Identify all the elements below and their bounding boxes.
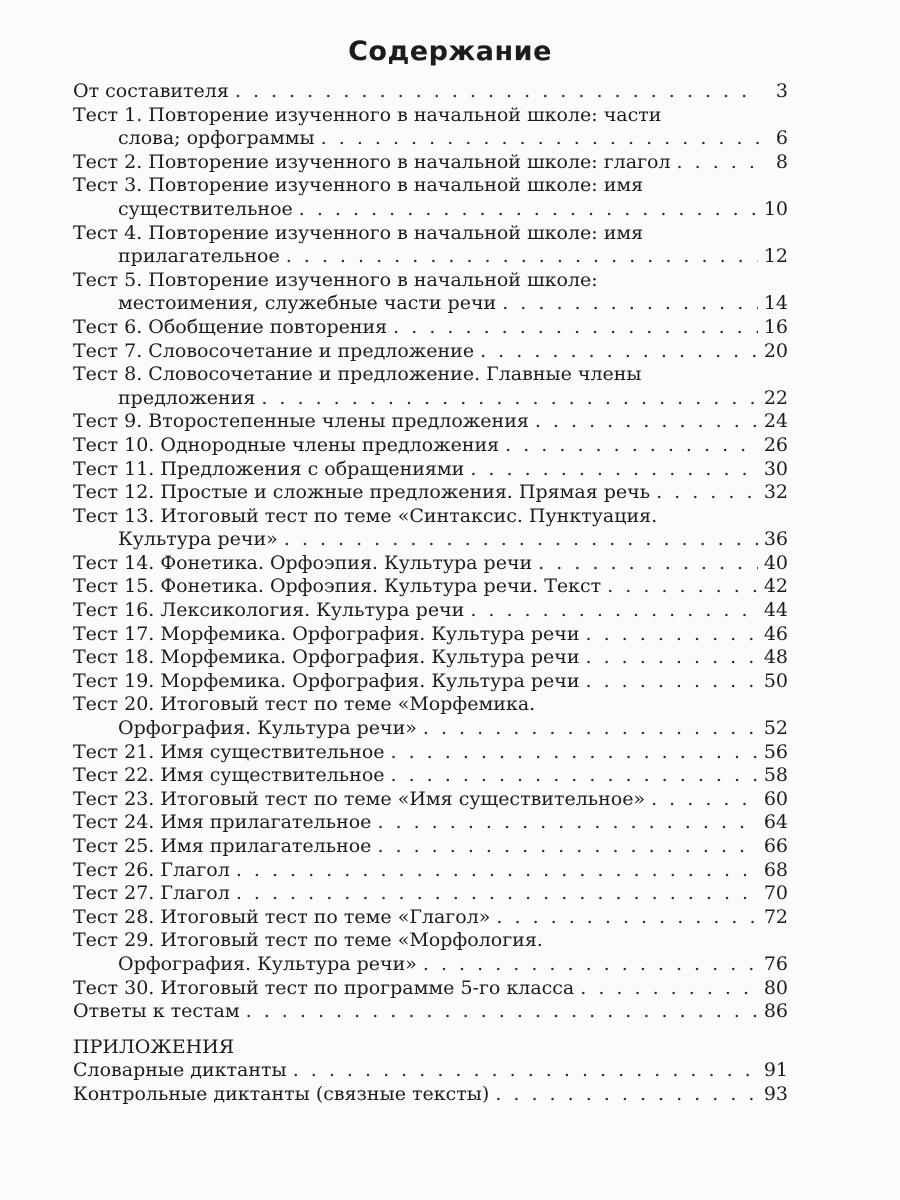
toc-entry-line <box>73 410 788 434</box>
toc-entry-line <box>73 1000 788 1024</box>
toc-entry-title: Тест 2. Повторение изученного в начальной школе: глагол <box>73 150 671 173</box>
toc-entry-title: Тест 8. Словосочетание и предложение. Главные члены <box>73 363 642 386</box>
toc-entry[interactable] <box>73 363 788 410</box>
toc-page-number: 80 <box>763 976 788 999</box>
toc-page-number: 72 <box>763 905 788 928</box>
toc-entry-line <box>73 363 788 387</box>
toc-page-number: 50 <box>763 669 788 692</box>
toc-page-number: 44 <box>763 599 788 622</box>
toc-page-number: 32 <box>763 481 788 504</box>
toc-page-number: 10 <box>763 197 788 220</box>
dot-leader <box>286 245 758 269</box>
dot-leader <box>423 717 758 741</box>
toc-page-number: 40 <box>763 551 788 574</box>
toc-entry[interactable] <box>73 929 788 976</box>
dot-leader <box>538 552 758 576</box>
dot-leader <box>651 788 758 812</box>
toc-entry-line <box>73 481 788 505</box>
toc-entry[interactable] <box>73 434 788 458</box>
dot-leader <box>580 977 758 1001</box>
toc-entry-line <box>73 835 788 859</box>
toc-page-number: 42 <box>763 575 788 598</box>
dot-leader <box>377 811 757 835</box>
toc-entry-line <box>73 788 788 812</box>
dot-leader <box>377 835 757 859</box>
dot-leader <box>236 882 758 906</box>
toc-entry[interactable] <box>73 811 788 835</box>
toc-entry[interactable] <box>73 552 788 576</box>
toc-page-number: 14 <box>763 292 788 315</box>
toc-page-number: 3 <box>775 80 788 102</box>
toc-entry[interactable] <box>73 623 788 647</box>
dot-leader <box>236 859 758 883</box>
toc-entry-title: местоимения, служебные части речи <box>118 292 497 315</box>
toc-entry[interactable] <box>73 80 788 104</box>
toc-entry-title: Культура речи» <box>118 528 278 551</box>
toc-entry[interactable] <box>73 835 788 859</box>
toc-entry[interactable] <box>73 410 788 434</box>
toc-entry-title: Тест 20. Итоговый тест по теме «Морфемика. <box>73 693 536 716</box>
toc-entry-line <box>73 882 788 906</box>
toc-page-number: 12 <box>763 245 788 268</box>
toc-entry-line <box>73 623 788 647</box>
toc-entry[interactable] <box>73 575 788 599</box>
toc-page-number: 8 <box>775 150 788 173</box>
toc-entry-line <box>73 670 788 694</box>
toc-entry[interactable] <box>73 788 788 812</box>
dot-leader <box>321 127 760 151</box>
toc-entry-title: Тест 30. Итоговый тест по программе 5-го класса <box>73 976 575 999</box>
toc-page-number: 46 <box>763 622 788 645</box>
toc-entry-title: предложения <box>118 386 256 409</box>
dot-leader <box>502 292 758 316</box>
toc-entry[interactable] <box>73 906 788 930</box>
toc-entry-line <box>73 1059 788 1083</box>
toc-entries <box>73 80 788 1024</box>
toc-page-number: 30 <box>763 457 788 480</box>
toc-entry-line <box>73 104 788 128</box>
appendix-heading: ПРИЛОЖЕНИЯ <box>73 1035 235 1058</box>
dot-leader <box>496 906 757 930</box>
toc-entry-line <box>73 528 788 552</box>
toc-entry-line <box>73 693 788 717</box>
toc-entry-line <box>73 1083 788 1107</box>
toc-entry-line <box>73 387 788 411</box>
dot-leader <box>293 1059 758 1083</box>
toc-page-number: 70 <box>763 882 788 905</box>
toc-entry-line <box>73 316 788 340</box>
toc-entry-line <box>73 151 788 175</box>
toc-entry[interactable] <box>73 481 788 505</box>
toc-page-number: 26 <box>763 433 788 456</box>
toc-entry-title: Словарные диктанты <box>73 1059 287 1082</box>
dot-leader <box>535 410 758 434</box>
toc-entry[interactable] <box>73 269 788 316</box>
toc-entry-title: От составителя <box>73 80 229 102</box>
toc-entry-title: Тест 23. Итоговый тест по теме «Имя существительное» <box>73 787 646 810</box>
toc-entry-line <box>73 764 788 788</box>
dot-leader <box>586 670 758 694</box>
toc-entry-line <box>73 340 788 364</box>
toc-page-number: 76 <box>763 952 788 975</box>
toc-entry[interactable] <box>73 1059 788 1083</box>
dot-leader <box>480 340 758 364</box>
toc-entry-title: Тест 27. Глагол <box>73 882 230 905</box>
toc-entry[interactable] <box>73 859 788 883</box>
dot-leader <box>470 458 757 482</box>
appendix-entries <box>73 1059 788 1106</box>
toc-entry-title: Тест 21. Имя существительное <box>73 740 385 763</box>
toc-entry[interactable] <box>73 222 788 269</box>
table-of-contents <box>73 80 788 1107</box>
dot-leader <box>393 316 758 340</box>
toc-entry-title: Тест 28. Итоговый тест по теме «Глагол» <box>73 905 491 928</box>
toc-entry-title: Тест 14. Фонетика. Орфоэпия. Культура речи <box>73 551 533 574</box>
toc-page-number: 60 <box>763 787 788 810</box>
dot-leader <box>586 646 758 670</box>
toc-entry[interactable] <box>73 977 788 1001</box>
toc-entry-title: Тест 10. Однородные члены предложения <box>73 433 500 456</box>
dot-leader <box>235 80 760 104</box>
toc-entry-title: Тест 7. Словосочетание и предложение <box>73 339 475 362</box>
dot-leader <box>656 481 758 505</box>
toc-entry-title: Контрольные диктанты (связные тексты) <box>73 1082 490 1105</box>
toc-entry[interactable] <box>73 104 788 151</box>
toc-page-number: 56 <box>763 740 788 763</box>
toc-entry-title: Тест 24. Имя прилагательное <box>73 811 372 834</box>
toc-entry[interactable] <box>73 1000 788 1024</box>
toc-entry[interactable] <box>73 882 788 906</box>
toc-entry[interactable] <box>73 151 788 175</box>
toc-entry-title: Тест 12. Простые и сложные предложения. Прямая речь <box>73 481 651 504</box>
toc-entry-line <box>73 222 788 246</box>
toc-entry-title: Тест 13. Итоговый тест по теме «Синтаксис. Пунктуация. <box>73 504 658 527</box>
toc-entry-line <box>73 646 788 670</box>
toc-entry-line <box>73 552 788 576</box>
toc-entry[interactable] <box>73 340 788 364</box>
toc-entry-line <box>73 198 788 222</box>
toc-entry-line <box>73 859 788 883</box>
toc-page-number: 52 <box>763 717 788 740</box>
dot-leader <box>423 953 758 977</box>
toc-entry-title: Тест 4. Повторение изученного в начальной школе: имя <box>73 221 644 244</box>
toc-page-number: 16 <box>763 315 788 338</box>
toc-entry-line <box>73 953 788 977</box>
toc-entry[interactable] <box>73 1083 788 1107</box>
dot-leader <box>607 575 758 599</box>
toc-entry[interactable] <box>73 693 788 740</box>
dot-leader <box>677 151 760 175</box>
toc-entry-line <box>73 741 788 765</box>
toc-entry[interactable] <box>73 316 788 340</box>
toc-entry-title: Ответы к тестам <box>73 1000 240 1023</box>
toc-entry-line <box>73 245 788 269</box>
dot-leader <box>261 387 757 411</box>
toc-entry[interactable] <box>73 458 788 482</box>
dot-leader <box>586 623 758 647</box>
toc-entry-title: Орфография. Культура речи» <box>118 717 417 740</box>
toc-entry-title: Тест 17. Морфемика. Орфография. Культура речи <box>73 622 580 645</box>
toc-entry-title: Тест 19. Морфемика. Орфография. Культура речи <box>73 669 580 692</box>
toc-entry-title: слова; орфограммы <box>118 127 315 150</box>
toc-entry-title: Тест 3. Повторение изученного в начальной школе: имя <box>73 174 644 197</box>
toc-entry-line <box>73 292 788 316</box>
toc-page-number: 93 <box>763 1082 788 1105</box>
toc-entry-line <box>73 174 788 198</box>
toc-entry-line <box>73 505 788 529</box>
toc-entry-title: Тест 11. Предложения с обращениями <box>73 457 465 480</box>
toc-entry-line <box>73 458 788 482</box>
dot-leader <box>470 599 758 623</box>
dot-leader <box>505 434 758 458</box>
page-title: Содержание <box>348 36 552 67</box>
dot-leader <box>299 198 758 222</box>
dot-leader <box>284 528 758 552</box>
toc-entry-line <box>73 929 788 953</box>
toc-entry-title: Тест 25. Имя прилагательное <box>73 835 372 857</box>
dot-leader <box>391 764 758 788</box>
dot-leader <box>495 1083 758 1107</box>
toc-page-number: 86 <box>763 1000 788 1023</box>
toc-entry-line <box>73 575 788 599</box>
toc-entry[interactable] <box>73 646 788 670</box>
toc-page-number: 20 <box>763 339 788 362</box>
toc-page-number: 91 <box>763 1059 788 1082</box>
toc-entry-title: существительное <box>118 197 293 220</box>
toc-entry[interactable] <box>73 174 788 221</box>
dot-leader <box>246 1000 758 1024</box>
toc-entry[interactable] <box>73 599 788 623</box>
toc-entry-title: Тест 6. Обобщение повторения <box>73 315 388 338</box>
toc-entry-title: Тест 29. Итоговый тест по теме «Морфология. <box>73 929 543 952</box>
toc-page-number: 48 <box>763 646 788 669</box>
toc-entry-line <box>73 977 788 1001</box>
dot-leader <box>391 741 758 765</box>
toc-entry-line <box>73 811 788 835</box>
toc-entry-line <box>73 80 788 104</box>
toc-page-number: 36 <box>763 528 788 551</box>
toc-entry[interactable] <box>73 670 788 694</box>
toc-entry-line <box>73 717 788 741</box>
toc-entry-line <box>73 434 788 458</box>
toc-entry-line <box>73 127 788 151</box>
toc-entry-title: Тест 18. Морфемика. Орфография. Культура речи <box>73 646 580 669</box>
toc-page-number: 66 <box>763 835 788 857</box>
toc-entry-title: Тест 5. Повторение изученного в начальной школе: <box>73 268 598 291</box>
toc-entry-title: Тест 26. Глагол <box>73 858 230 881</box>
toc-entry-title: Тест 1. Повторение изученного в начальной школе: части <box>73 103 662 126</box>
toc-page-number: 58 <box>763 764 788 787</box>
toc-entry-line <box>73 906 788 930</box>
toc-page-number: 64 <box>763 811 788 834</box>
toc-entry[interactable] <box>73 741 788 765</box>
toc-entry-line <box>73 599 788 623</box>
toc-entry-title: Тест 9. Второстепенные члены предложения <box>73 410 529 433</box>
toc-entry-title: Тест 15. Фонетика. Орфоэпия. Культура речи. Текст <box>73 575 602 598</box>
toc-entry-title: Тест 16. Лексикология. Культура речи <box>73 599 465 622</box>
toc-page-number: 22 <box>763 386 788 409</box>
toc-entry-title: Тест 22. Имя существительное <box>73 764 385 787</box>
toc-entry-title: прилагательное <box>118 245 280 268</box>
toc-page-number: 6 <box>775 127 788 150</box>
toc-entry[interactable] <box>73 505 788 552</box>
toc-page-number: 68 <box>763 858 788 881</box>
toc-entry-line <box>73 269 788 293</box>
toc-entry[interactable] <box>73 764 788 788</box>
toc-entry-title: Орфография. Культура речи» <box>118 952 417 975</box>
toc-page-number: 24 <box>763 410 788 433</box>
